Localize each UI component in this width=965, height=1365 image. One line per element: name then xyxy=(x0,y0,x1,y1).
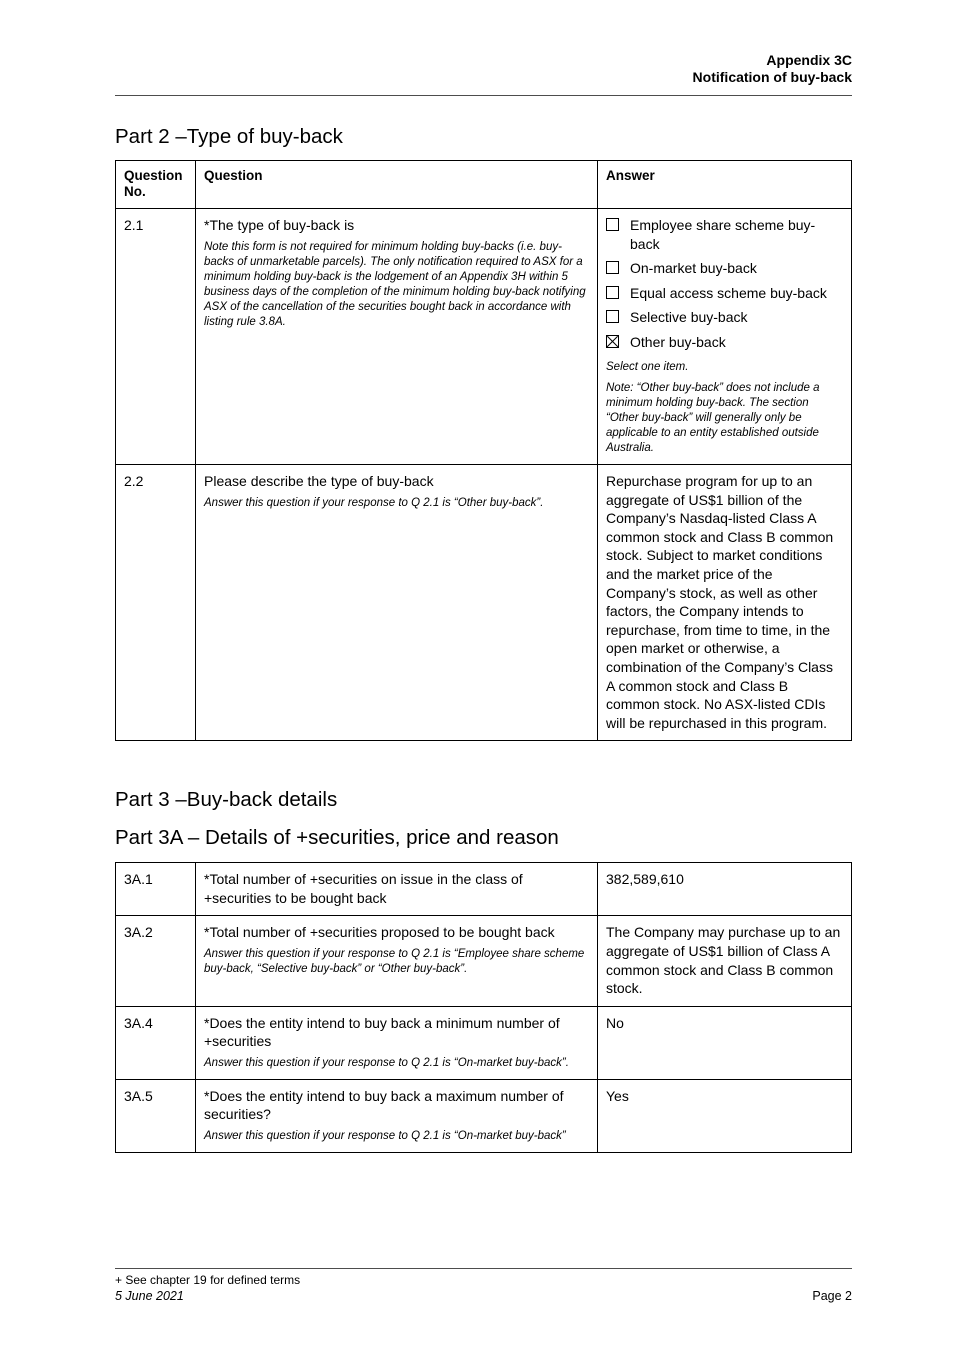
question-number: 3A.1 xyxy=(116,863,196,916)
question-cell xyxy=(196,1006,598,1079)
question-cell xyxy=(196,1079,598,1152)
answer-cell xyxy=(598,465,852,741)
question-title: *The type of buy-back is xyxy=(204,217,355,233)
answer-text: Yes xyxy=(606,1087,629,1104)
table-row-2-2 xyxy=(116,465,852,741)
answer-cell xyxy=(598,1079,852,1152)
checkbox-option-equal-access xyxy=(606,284,843,303)
part3a-heading: Part 3A – Details of +securities, price and reason xyxy=(115,826,559,850)
part2-table xyxy=(115,160,852,741)
checkbox-icon xyxy=(606,310,619,323)
appendix-title: Appendix 3C xyxy=(766,52,852,68)
checkbox-label: Employee share scheme buy-back xyxy=(630,217,816,252)
question-number: 3A.5 xyxy=(116,1079,196,1152)
answer-text: Repurchase program for up to an aggregate of US$1 billion of the Company’s Nasdaq-listed Class A common stock and Class B common stock. Subject to market conditions and the market price of the Company’s stock, as well as other factors, the Company intends to repurchase, from time to time, in the open market or otherwise, a combination of the Company’s Class A common stock and Class B common stock. No ASX-listed CDIs will be repurchased in this program. xyxy=(606,473,834,731)
checkbox-label: On-market buy-back xyxy=(630,260,757,276)
checkbox-option-on-market xyxy=(606,259,843,278)
answer-cell xyxy=(598,1006,852,1079)
column-header-question-no: Question No. xyxy=(116,161,196,209)
answer-cell xyxy=(598,209,852,465)
table-row-3a-1 xyxy=(116,863,852,916)
question-note: Answer this question if your response to Q 2.1 is “On-market buy-back”. xyxy=(204,1056,569,1069)
answer-text: No xyxy=(606,1014,624,1031)
question-cell xyxy=(196,209,598,465)
question-number: 3A.4 xyxy=(116,1006,196,1079)
page-number: Page 2 xyxy=(812,1289,852,1303)
table-header-row xyxy=(116,161,852,209)
question-cell xyxy=(196,916,598,1006)
document-footer xyxy=(115,1268,852,1304)
question-number: 3A.2 xyxy=(116,916,196,1006)
question-note: Note this form is not required for minimum holding buy-backs (i.e. buy-backs of unmarketable parcels). The only notification required to ASX for a minimum holding buy-back is the lodgement of an Appendix 3H within 5 business days of the completion of the minimum holding buy-back notifying ASX of the cancellation of the securities bought back in accordance with listing rule 3.8A. xyxy=(204,240,586,328)
table-row-3a-4 xyxy=(116,1006,852,1079)
checkbox-label: Equal access scheme buy-back xyxy=(630,284,827,301)
checkbox-option-other xyxy=(606,333,843,352)
checkbox-icon xyxy=(606,218,619,231)
checkbox-icon xyxy=(606,261,619,274)
part3a-table xyxy=(115,862,852,1152)
question-note: Answer this question if your response to Q 2.1 is “On-market buy-back” xyxy=(204,1129,566,1142)
part2-heading: Part 2 –Type of buy-back xyxy=(115,125,343,148)
question-title: *Total number of +securities on issue in the class of +securities to be bought back xyxy=(204,871,523,906)
document-header xyxy=(115,0,852,96)
question-title: *Does the entity intend to buy back a maximum number of securities? xyxy=(204,1087,564,1123)
column-header-question: Question xyxy=(196,161,598,209)
checkbox-option-employee-share-scheme xyxy=(606,216,843,253)
question-note: Answer this question if your response to Q 2.1 is “Employee share scheme buy-back, “Selective buy-back” or “Other buy-back”. xyxy=(204,947,585,975)
checkbox-label: Selective buy-back xyxy=(630,309,748,325)
document-date: 5 June 2021 xyxy=(115,1289,184,1303)
checkbox-option-selective xyxy=(606,308,843,327)
table-row-3a-2 xyxy=(116,916,852,1006)
column-header-answer: Answer xyxy=(598,161,852,209)
page-content xyxy=(115,0,852,1153)
table-row-2-1 xyxy=(116,209,852,465)
answer-text: 382,589,610 xyxy=(606,871,684,888)
answer-cell xyxy=(598,916,852,1006)
checkbox-icon xyxy=(606,286,619,299)
question-number: 2.2 xyxy=(116,465,196,741)
table-row-3a-5 xyxy=(116,1079,852,1152)
part3-heading: Part 3 –Buy-back details xyxy=(115,788,338,812)
checkbox-checked-icon xyxy=(606,335,619,348)
footer-line xyxy=(115,1288,852,1304)
question-title: *Total number of +securities proposed to be bought back xyxy=(204,924,555,941)
question-number: 2.1 xyxy=(116,209,196,465)
select-one-item-note: Select one item. xyxy=(606,361,689,373)
answer-text: The Company may purchase up to an aggregate of US$1 billion of Class A common stock and Class B common stock. xyxy=(606,924,841,997)
other-buyback-note: Note: “Other buy-back” does not include a minimum holding buy-back. The section “Other buy-back” will generally only be applicable to an entity established outside Australia. xyxy=(606,382,820,454)
question-cell xyxy=(196,863,598,916)
checkbox-label: Other buy-back xyxy=(630,333,726,350)
answer-cell xyxy=(598,863,852,916)
question-title: Please describe the type of buy-back xyxy=(204,473,434,489)
question-note: Answer this question if your response to Q 2.1 is “Other buy-back”. xyxy=(204,496,544,509)
defined-terms-note: + See chapter 19 for defined terms xyxy=(115,1273,301,1287)
appendix-subtitle: Notification of buy-back xyxy=(692,69,852,85)
question-title: *Does the entity intend to buy back a minimum number of +securities xyxy=(204,1014,560,1050)
question-cell xyxy=(196,465,598,741)
